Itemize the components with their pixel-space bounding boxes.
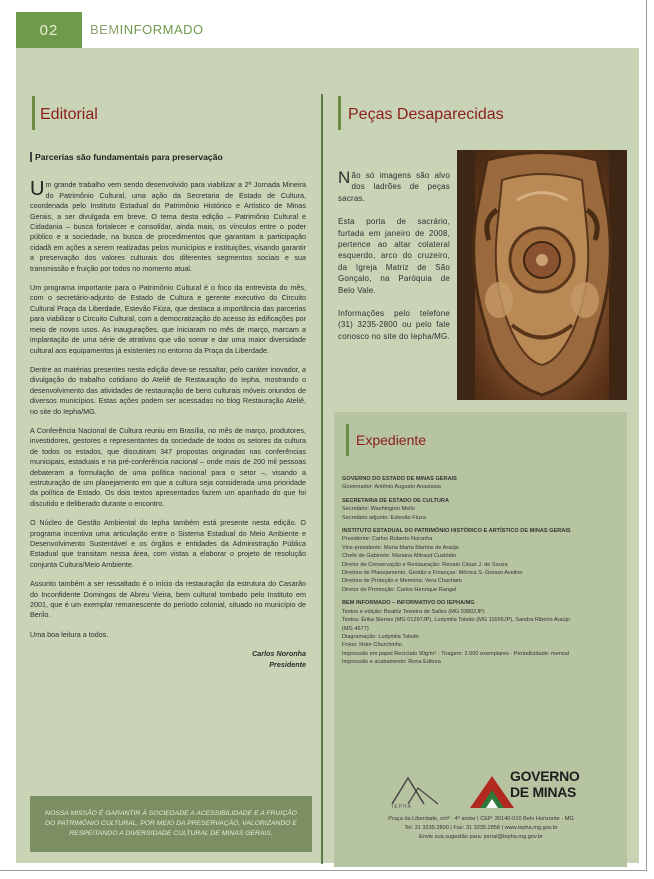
credit-heading: BEM INFORMADO – INFORMATIVO DO IEPHA/MG [342,600,475,607]
expediente-title: Expediente [356,432,427,448]
credit-line: Diagramação: Ludymila Toledo [342,633,419,640]
email-line: Envie sua sugestão para: jornal@iepha.mg.gov.br [419,834,543,840]
iepha-logo-text: IEPHA [392,804,413,810]
signature-role: Presidente [269,659,306,669]
iepha-logo [388,770,618,812]
brand-suffix: INFORMADO [119,22,204,37]
editorial-paragraph: Assunto também a ser ressaltado é o início da restauração da estrutura do Casarão do Inconfidente Domingos de Abreu Vieira, bem cultural tombado pelo Instituto em 2001, que é um exemplar remanescente do período colonial, situado no município de Berilo. [30,579,306,620]
drop-cap: U [30,178,45,201]
editorial-paragraph: Dentre as matérias presentes nesta edição deve-se ressaltar, pelo caráter inovador, a divulgação do trabalho cotidiano do Ateliê de Restauração do Iepha, mostrando o desenvolvimento das atividades de restauração de bens culturais móveis oriundos de diversos municípios. Estas ações podem ser acessadas no blog Restauração Ateliê, no site do Iepha/MG. [30,364,306,416]
editorial-paragraph: Um programa importante para o Patrimônio Cultural é o foco da entrevista do mês, com o secretário-adjunto de Estado de Cultura e gerente executivo do Circuito Cultural Praça da Liberdade, Estevão Fiúza, que destaca a importância das parcerias para viabilizar o Circuito Cultural, com a democratização do acesso às edificações por meio de novos usos. As inaugurações, que iniciaram no mês de março, marcam a implantação de uma série de atrativos que vão somar e dar uma maior diversidade cultural aos equipamentos já existentes no entorno da Praça da Liberdade. [30,283,306,355]
editorial-body [30,152,306,670]
pecas-title-bar [338,96,341,130]
gov-logo-line2: DE MINAS [510,784,577,800]
credit-line: Secretário: Washington Mello [342,506,415,513]
credit-line: (MG 4677) [342,625,369,632]
address-line: Praça da Liberdade, s/nº · 4º andar | CEP: 30140-010 Belo Horizonte · MG [388,816,574,822]
mission-statement: NOSSA MISSÃO É GARANTIR À SOCIEDADE A ACESSIBILIDADE E A FRUIÇÃO DO PATRIMÔNIO CULTURAL, POR MEIO DA PRESERVAÇÃO, VALORIZANDO E RESPEITANDO A DIVERSIDADE CULTURAL DE MINAS GERAIS. [30,796,312,852]
credit-line: Chefe de Gabinete: Mariana Mitraud Custódio [342,553,457,560]
editorial-paragraph: A Conferência Nacional de Cultura reuniu em Brasília, no mês de março, produtores, investidores, gestores e representantes da sociedade de todos os setores da cultura de todos os estados, que discutiram 347 propostas originadas nas conferências municipais, estaduais e na pré-conferência nacional – onde mais de 200 mil pessoas debateram a formulação de uma política nacional para o setor –, visando a estruturação de um planejamento em que a cultura seja considerada uma prioridade da política de Estado. Os dois textos apresentados fazem um apanhado do que foi discutido e deliberado durante o encontro. [30,425,306,508]
paragraph-text: m grande trabalho vem sendo desenvolvido para viabilizar a 2ª Jornada Mineira do Patrimônio Cultural, uma ação da Secretaria de Estado de Cultura, coordenada pelo Instituto Estadual do Patrimônio Histórico e Artístico de Minas Gerais, a ser divulgada em breve. O tema desta edição – Patrimônio Cultural e Cidadania – busca fortalecer e consolidar, ainda mais, os vínculos entre o poder público e a sociedade, na busca de procedimentos que garantam a participação cidadã em ações a serem realizadas pelos municípios e instituições, visando garantir a preservação dos valores culturais dos diferentes segmentos sociais e sua transmissão e fruição por todos no momento atual. [30,180,306,273]
credit-line: Secretário adjunto: Estevão Fiúza [342,514,426,521]
editorial-paragraph [30,180,306,274]
contact-address [350,815,612,842]
phone-line: Tel: 31 3235.2800 | Fax: 31 3235.2858 | www.iepha.mg.gov.br [404,825,558,831]
credit-line: Diretora de Planejamento, Gestão e Finanças: Mônica S. Grosso Avelino [342,570,523,577]
column-divider [321,94,323,864]
editorial-closing: Uma boa leitura a todos. [30,629,109,639]
paragraph-text: ão só imagens são alvo dos ladrões de peças sacras. [338,171,450,203]
sacrarium-door-photo [457,150,627,400]
pecas-title: Peças Desaparecidas [348,106,504,123]
brand-prefix: BEM [90,22,120,37]
expediente-credits [342,470,622,667]
drop-cap: N [338,168,351,187]
gov-logo-line1: GOVERNO [510,768,580,784]
editorial-title: Editorial [40,106,98,123]
credit-line: Diretor de Conservação e Restauração: Renato César J. de Souza [342,561,508,568]
credit-line: Textos e edição: Beatriz Teixeira de Salles (MG 03802JP) [342,608,485,615]
credit-line: Impressão em papel Reciclato 90g/m² · Tiragem: 2.000 exemplares · Periodicidade: mensal [342,650,569,657]
credit-line: Diretor de Promoção: Carlos Henrique Rangel [342,586,457,593]
pecas-intro [338,170,450,204]
credit-line: Vice-presidente: Maria Marta Martins de Araújo [342,544,459,551]
editorial-paragraph: O Núcleo de Gestão Ambiental do Iepha também está presente nesta edição. O programa incentiva uma articulação entre o Sistema Estadual do Meio Ambiente e Desenvolvimento Sustentável e os órgãos e entidades da Administração Pública Estadual que transitam nessa área, com vistas a elaborar o projeto de resolução conjunta Cultura/Meio Ambiente. [30,518,306,569]
credit-heading: GOVERNO DO ESTADO DE MINAS GERAIS [342,476,457,482]
credit-line: Impressão e acabamento: Rona Editora [342,659,441,666]
governo-de-minas-logo [510,768,579,800]
credit-line: Presidente: Carlos Roberto Noronha [342,536,433,543]
credit-line: Textos: Érika Sierres (MG 01297JP), Ludymila Toledo (MG 11656JP), Sandra Ribeiro Araújo [342,617,570,624]
page-number: 02 [16,12,82,48]
signature-name: Carlos Noronha [252,649,306,659]
pecas-description: Esta porta de sacrário, furtada em janeiro de 2008, pertence ao altar colateral esquerdo, arco do cruzeiro, da Igreja Matriz de São Gonçalo, na Paróquia de Belo Vale. [338,217,450,295]
credit-line: Governador: Antônio Augusto Anastasia [342,484,441,491]
logo-area [388,770,618,812]
pecas-contact: Informações pelo telefone (31) 3235-2800 ou pelo fale conosco no site do Iepha/MG. [338,309,450,341]
newsletter-brand [90,22,204,37]
pecas-body [338,170,450,354]
credit-line: Fotos: Iêdor Churchinho [342,642,403,649]
editorial-subtitle: Parcerias são fundamentais para preservação [30,152,306,162]
expediente-title-bar [346,424,349,456]
credit-heading: INSTITUTO ESTADUAL DO PATRIMÔNIO HISTÓRICO E ARTÍSTICO DE MINAS GERAIS [342,528,571,535]
credit-heading: SECRETARIA DE ESTADO DE CULTURA [342,497,450,504]
credit-line: Diretora de Proteção e Memória: Vera Chacham [342,578,462,585]
editorial-title-bar [32,96,35,130]
